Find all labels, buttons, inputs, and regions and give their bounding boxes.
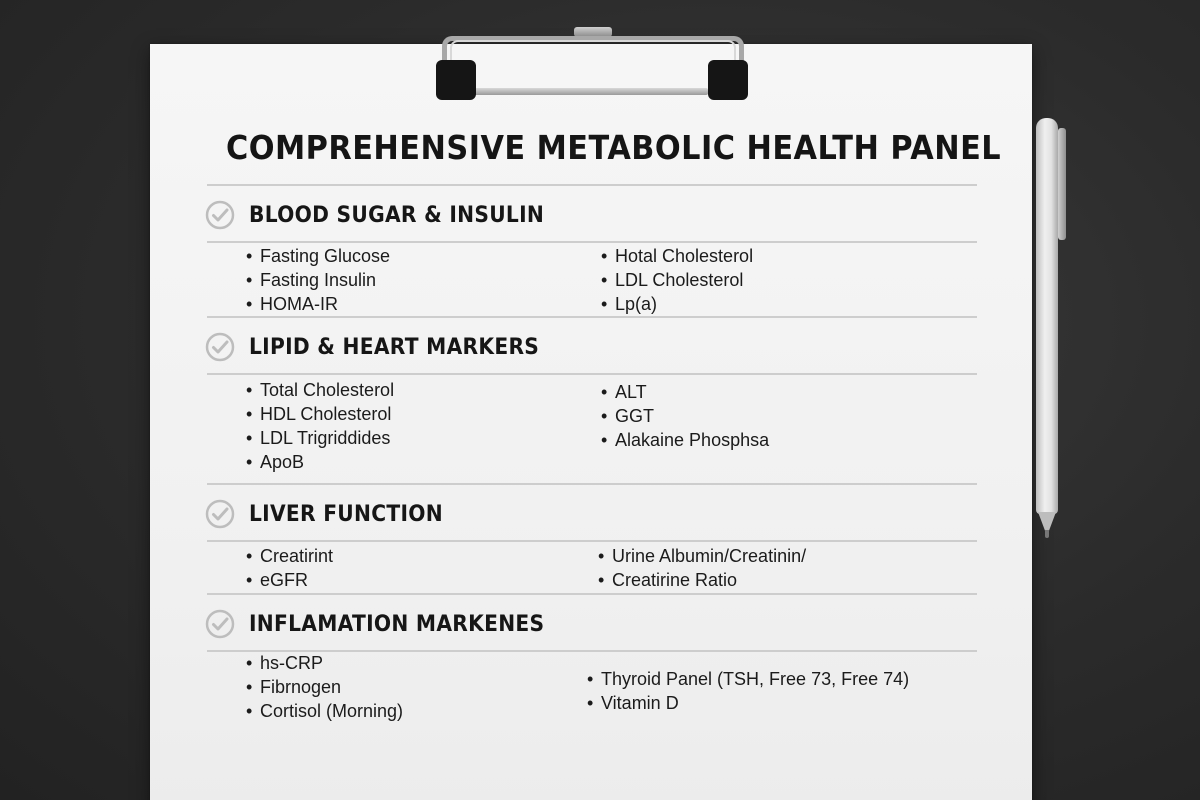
- list-item: • Cortisol (Morning): [246, 699, 403, 723]
- marker-list-left: [246, 378, 394, 474]
- list-item: • Total Cholesterol: [246, 378, 394, 402]
- list-item: • eGFR: [246, 568, 333, 592]
- section-title: INFLAMATION MARKENES: [249, 611, 545, 637]
- page-title: COMPREHENSIVE METABOLIC HEALTH PANEL: [226, 128, 1002, 167]
- list-item: • Fasting Insulin: [246, 268, 390, 292]
- check-circle-icon: [205, 499, 235, 529]
- list-item: • Fasting Glucose: [246, 244, 390, 268]
- list-item: • LDL Cholesterol: [601, 268, 753, 292]
- divider: [207, 540, 977, 542]
- section-header-lipid: [205, 332, 564, 362]
- list-item: • Vitamin D: [587, 691, 909, 715]
- list-item: • ALT: [601, 380, 769, 404]
- list-item: • HDL Cholesterol: [246, 402, 394, 426]
- section-header-blood-sugar: [205, 200, 570, 230]
- divider: [207, 593, 977, 595]
- marker-list-right: [598, 544, 806, 592]
- section-title: BLOOD SUGAR & INSULIN: [249, 202, 545, 228]
- check-circle-icon: [205, 609, 235, 639]
- list-item: • GGT: [601, 404, 769, 428]
- list-item: • Thyroid Panel (TSH, Free 73, Free 74): [587, 667, 909, 691]
- list-item: • Hotal Cholesterol: [601, 244, 753, 268]
- section-title: LIPID & HEART MARKERS: [249, 334, 540, 360]
- section-title: LIVER FUNCTION: [249, 501, 443, 527]
- list-item: • Alakaine Phosphsa: [601, 428, 769, 452]
- list-item: • HOMA-IR: [246, 292, 390, 316]
- clip-wire-highlight: [450, 40, 736, 90]
- marker-list-left: [246, 244, 390, 316]
- clip-foot-right: [708, 60, 748, 100]
- section-header-liver: [205, 499, 460, 529]
- divider: [207, 241, 977, 243]
- pen-clip: [1058, 128, 1066, 240]
- divider: [207, 483, 977, 485]
- divider: [207, 316, 977, 318]
- list-item: • Fibrnogen: [246, 675, 403, 699]
- clip-bar: [474, 88, 708, 95]
- pen-point: [1045, 530, 1049, 538]
- list-item: • Creatirint: [246, 544, 333, 568]
- list-item: • LDL Trigriddides: [246, 426, 394, 450]
- divider: [207, 373, 977, 375]
- list-item: • ApoB: [246, 450, 394, 474]
- divider: [207, 184, 977, 186]
- marker-list-left: [246, 651, 403, 723]
- marker-list-left: [246, 544, 333, 592]
- marker-list-right: [601, 244, 753, 316]
- pen-icon: [1036, 118, 1058, 514]
- list-item: • Creatirine Ratio: [598, 568, 806, 592]
- list-item: • hs-CRP: [246, 651, 403, 675]
- section-header-inflammation: [205, 609, 570, 639]
- clip-foot-left: [436, 60, 476, 100]
- list-item: • Urine Albumin/Creatinin/: [598, 544, 806, 568]
- list-item: • Lp(a): [601, 292, 753, 316]
- check-circle-icon: [205, 200, 235, 230]
- marker-list-right: [587, 667, 909, 715]
- check-circle-icon: [205, 332, 235, 362]
- marker-list-right: [601, 380, 769, 452]
